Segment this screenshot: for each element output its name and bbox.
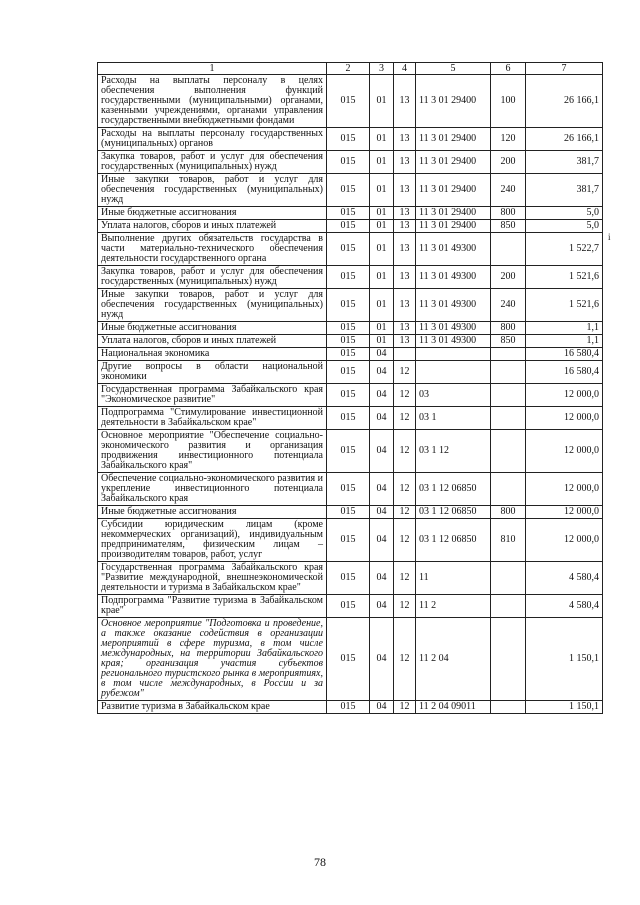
row-amount: 1 150,1: [526, 701, 603, 714]
row-amount: 12 000,0: [526, 519, 603, 562]
row-ministry-code: 015: [327, 361, 370, 384]
row-section-code: 01: [370, 220, 394, 233]
table-row: [98, 207, 603, 220]
row-subsection-code: 12: [394, 506, 416, 519]
row-section-code: 04: [370, 618, 394, 701]
row-amount: 1,1: [526, 335, 603, 348]
row-ministry-code: 015: [327, 384, 370, 407]
table-row: [98, 618, 603, 701]
row-ministry-code: 015: [327, 220, 370, 233]
row-amount: 5,0: [526, 207, 603, 220]
row-name: Иные бюджетные ассигнования: [98, 322, 327, 335]
row-expense-type: 120: [491, 128, 526, 151]
row-ministry-code: 015: [327, 322, 370, 335]
row-amount: 1 521,6: [526, 289, 603, 322]
row-name: Развитие туризма в Забайкальском крае: [98, 701, 327, 714]
row-name: Иные закупки товаров, работ и услуг для обеспечения государственных (муниципальных) нужд: [98, 174, 327, 207]
table-header-row: [98, 63, 603, 75]
header-cell: 5: [416, 63, 491, 75]
row-subsection-code: 12: [394, 618, 416, 701]
row-section-code: 04: [370, 519, 394, 562]
row-subsection-code: 13: [394, 220, 416, 233]
row-name: Национальная экономика: [98, 348, 327, 361]
row-section-code: 04: [370, 595, 394, 618]
row-section-code: 04: [370, 506, 394, 519]
row-section-code: 01: [370, 128, 394, 151]
row-subsection-code: 12: [394, 595, 416, 618]
margin-mark: i: [608, 232, 611, 242]
row-name: Расходы на выплаты персоналу государственных (муниципальных) органов: [98, 128, 327, 151]
row-subsection-code: 13: [394, 233, 416, 266]
row-section-code: 04: [370, 384, 394, 407]
row-amount: 12 000,0: [526, 384, 603, 407]
table-row: [98, 220, 603, 233]
row-expense-type: 200: [491, 266, 526, 289]
row-amount: 5,0: [526, 220, 603, 233]
table-row: [98, 348, 603, 361]
row-subsection-code: 13: [394, 289, 416, 322]
row-expense-type: [491, 473, 526, 506]
row-target-article: 11 3 01 29400: [416, 151, 491, 174]
row-section-code: 04: [370, 473, 394, 506]
row-amount: 4 580,4: [526, 595, 603, 618]
row-subsection-code: 13: [394, 322, 416, 335]
row-amount: 1 522,7: [526, 233, 603, 266]
row-amount: 1 521,6: [526, 266, 603, 289]
row-expense-type: [491, 430, 526, 473]
row-target-article: 11 3 01 29400: [416, 220, 491, 233]
row-expense-type: 850: [491, 335, 526, 348]
row-section-code: 04: [370, 407, 394, 430]
row-name: Государственная программа Забайкальского края "Экономическое развитие": [98, 384, 327, 407]
row-amount: 26 166,1: [526, 128, 603, 151]
row-expense-type: [491, 562, 526, 595]
row-ministry-code: 015: [327, 266, 370, 289]
row-section-code: 01: [370, 207, 394, 220]
row-expense-type: [491, 407, 526, 430]
header-cell: 1: [98, 63, 327, 75]
row-amount: 12 000,0: [526, 506, 603, 519]
row-expense-type: 800: [491, 506, 526, 519]
row-subsection-code: 12: [394, 361, 416, 384]
row-expense-type: [491, 361, 526, 384]
row-section-code: 04: [370, 701, 394, 714]
row-name: Государственная программа Забайкальского края "Развитие международной, внешнеэкономической деятельности и туризма в Забайкальском крае": [98, 562, 327, 595]
row-ministry-code: 015: [327, 233, 370, 266]
row-ministry-code: 015: [327, 519, 370, 562]
row-subsection-code: 12: [394, 701, 416, 714]
row-expense-type: 850: [491, 220, 526, 233]
row-amount: 26 166,1: [526, 75, 603, 128]
table-row: [98, 595, 603, 618]
row-section-code: 04: [370, 430, 394, 473]
row-expense-type: 800: [491, 322, 526, 335]
row-subsection-code: 13: [394, 75, 416, 128]
row-expense-type: 800: [491, 207, 526, 220]
header-cell: 2: [327, 63, 370, 75]
row-ministry-code: 015: [327, 207, 370, 220]
row-amount: 381,7: [526, 151, 603, 174]
row-target-article: 11 3 01 49300: [416, 266, 491, 289]
row-expense-type: 240: [491, 289, 526, 322]
table-row: [98, 384, 603, 407]
row-expense-type: 200: [491, 151, 526, 174]
row-subsection-code: 12: [394, 519, 416, 562]
row-subsection-code: 13: [394, 335, 416, 348]
row-amount: 16 580,4: [526, 348, 603, 361]
row-subsection-code: 12: [394, 473, 416, 506]
row-section-code: 01: [370, 322, 394, 335]
row-ministry-code: 015: [327, 75, 370, 128]
row-name: Закупка товаров, работ и услуг для обеспечения государственных (муниципальных) нужд: [98, 151, 327, 174]
row-subsection-code: 13: [394, 207, 416, 220]
row-section-code: 01: [370, 174, 394, 207]
table-row: [98, 322, 603, 335]
row-ministry-code: 015: [327, 506, 370, 519]
row-target-article: 11: [416, 562, 491, 595]
row-target-article: 03: [416, 384, 491, 407]
row-ministry-code: 015: [327, 562, 370, 595]
row-section-code: 01: [370, 233, 394, 266]
row-target-article: 11 2 04 09011: [416, 701, 491, 714]
row-name: Обеспечение социально-экономического развития и укрепление инвестиционного потенциала Забайкальского края: [98, 473, 327, 506]
row-target-article: 03 1 12: [416, 430, 491, 473]
table-row: [98, 430, 603, 473]
row-target-article: 03 1 12 06850: [416, 473, 491, 506]
row-amount: 1,1: [526, 322, 603, 335]
table-row: [98, 473, 603, 506]
row-section-code: 01: [370, 289, 394, 322]
row-amount: 16 580,4: [526, 361, 603, 384]
row-target-article: 11 3 01 49300: [416, 335, 491, 348]
row-section-code: 01: [370, 151, 394, 174]
row-subsection-code: 13: [394, 128, 416, 151]
table-row: [98, 289, 603, 322]
row-expense-type: 810: [491, 519, 526, 562]
row-name: Расходы на выплаты персоналу в целях обеспечения выполнения функций государственными (муниципальными) органами, казенными учреждениями, органами управления государственными внебюджетными фондами: [98, 75, 327, 128]
row-ministry-code: 015: [327, 618, 370, 701]
row-ministry-code: 015: [327, 407, 370, 430]
table-row: [98, 519, 603, 562]
row-name: Иные бюджетные ассигнования: [98, 207, 327, 220]
table-row: [98, 266, 603, 289]
row-target-article: 03 1 12 06850: [416, 519, 491, 562]
row-expense-type: 240: [491, 174, 526, 207]
row-section-code: 01: [370, 266, 394, 289]
row-section-code: 01: [370, 75, 394, 128]
row-ministry-code: 015: [327, 595, 370, 618]
row-name: Выполнение других обязательств государства в части материально-технического обеспечения деятельности государственного органа: [98, 233, 327, 266]
header-cell: 6: [491, 63, 526, 75]
row-name: Основное мероприятие "Обеспечение социально-экономического развития и организация продвижения инвестиционного потенциала Забайкальского края": [98, 430, 327, 473]
row-target-article: 11 3 01 29400: [416, 128, 491, 151]
row-target-article: 11 3 01 49300: [416, 322, 491, 335]
row-target-article: 03 1 12 06850: [416, 506, 491, 519]
table-row: [98, 407, 603, 430]
row-target-article: 11 3 01 49300: [416, 289, 491, 322]
table-row: [98, 151, 603, 174]
row-expense-type: [491, 701, 526, 714]
table-body: [98, 63, 603, 714]
row-amount: 381,7: [526, 174, 603, 207]
header-cell: 3: [370, 63, 394, 75]
row-ministry-code: 015: [327, 151, 370, 174]
row-subsection-code: 12: [394, 562, 416, 595]
row-expense-type: 100: [491, 75, 526, 128]
row-amount: 4 580,4: [526, 562, 603, 595]
row-amount: 12 000,0: [526, 430, 603, 473]
table-row: [98, 174, 603, 207]
row-name: Иные закупки товаров, работ и услуг для обеспечения государственных (муниципальных) нужд: [98, 289, 327, 322]
row-ministry-code: 015: [327, 430, 370, 473]
row-name: Уплата налогов, сборов и иных платежей: [98, 220, 327, 233]
row-expense-type: [491, 618, 526, 701]
row-target-article: 11 3 01 29400: [416, 174, 491, 207]
row-target-article: 11 3 01 49300: [416, 233, 491, 266]
row-expense-type: [491, 595, 526, 618]
table-row: [98, 128, 603, 151]
row-subsection-code: 13: [394, 174, 416, 207]
row-target-article: 11 3 01 29400: [416, 207, 491, 220]
row-expense-type: [491, 348, 526, 361]
table-row: [98, 701, 603, 714]
row-name: Другие вопросы в области национальной экономики: [98, 361, 327, 384]
row-subsection-code: 12: [394, 430, 416, 473]
table-row: [98, 562, 603, 595]
row-section-code: 04: [370, 348, 394, 361]
row-target-article: 11 2: [416, 595, 491, 618]
row-ministry-code: 015: [327, 701, 370, 714]
row-name: Закупка товаров, работ и услуг для обеспечения государственных (муниципальных) нужд: [98, 266, 327, 289]
row-name: Подпрограмма "Стимулирование инвестиционной деятельности в Забайкальском крае": [98, 407, 327, 430]
row-ministry-code: 015: [327, 128, 370, 151]
budget-table: [97, 62, 603, 714]
row-subsection-code: 13: [394, 151, 416, 174]
row-target-article: [416, 348, 491, 361]
row-expense-type: [491, 233, 526, 266]
table-row: [98, 335, 603, 348]
row-name: Подпрограмма "Развитие туризма в Забайкальском крае": [98, 595, 327, 618]
row-ministry-code: 015: [327, 335, 370, 348]
row-ministry-code: 015: [327, 348, 370, 361]
row-name: Уплата налогов, сборов и иных платежей: [98, 335, 327, 348]
row-section-code: 04: [370, 562, 394, 595]
row-expense-type: [491, 384, 526, 407]
row-name: Субсидии юридическим лицам (кроме некоммерческих организаций), индивидуальным предпринимателям, физическим лицам – производителям товаров, работ, услуг: [98, 519, 327, 562]
header-cell: 4: [394, 63, 416, 75]
row-target-article: 11 2 04: [416, 618, 491, 701]
row-amount: 12 000,0: [526, 407, 603, 430]
row-amount: 12 000,0: [526, 473, 603, 506]
row-subsection-code: 13: [394, 266, 416, 289]
row-target-article: 03 1: [416, 407, 491, 430]
row-name: Иные бюджетные ассигнования: [98, 506, 327, 519]
row-ministry-code: 015: [327, 174, 370, 207]
page-number: 78: [314, 855, 326, 869]
table-row: [98, 506, 603, 519]
table-row: [98, 361, 603, 384]
row-ministry-code: 015: [327, 289, 370, 322]
row-name: Основное мероприятие "Подготовка и проведение, а также оказание содействия в организации мероприятий в сфере туризма, в том числе международных, на территории Забайкальского края; организация участия субъектов регионального туристского рынка в мероприятиях, в том числе международных, в России и за рубежом": [98, 618, 327, 701]
table-row: [98, 233, 603, 266]
row-target-article: [416, 361, 491, 384]
header-cell: 7: [526, 63, 603, 75]
row-amount: 1 150,1: [526, 618, 603, 701]
row-ministry-code: 015: [327, 473, 370, 506]
row-section-code: 04: [370, 361, 394, 384]
table-row: [98, 75, 603, 128]
row-target-article: 11 3 01 29400: [416, 75, 491, 128]
row-subsection-code: 12: [394, 407, 416, 430]
row-section-code: 01: [370, 335, 394, 348]
row-subsection-code: 12: [394, 384, 416, 407]
row-subsection-code: [394, 348, 416, 361]
